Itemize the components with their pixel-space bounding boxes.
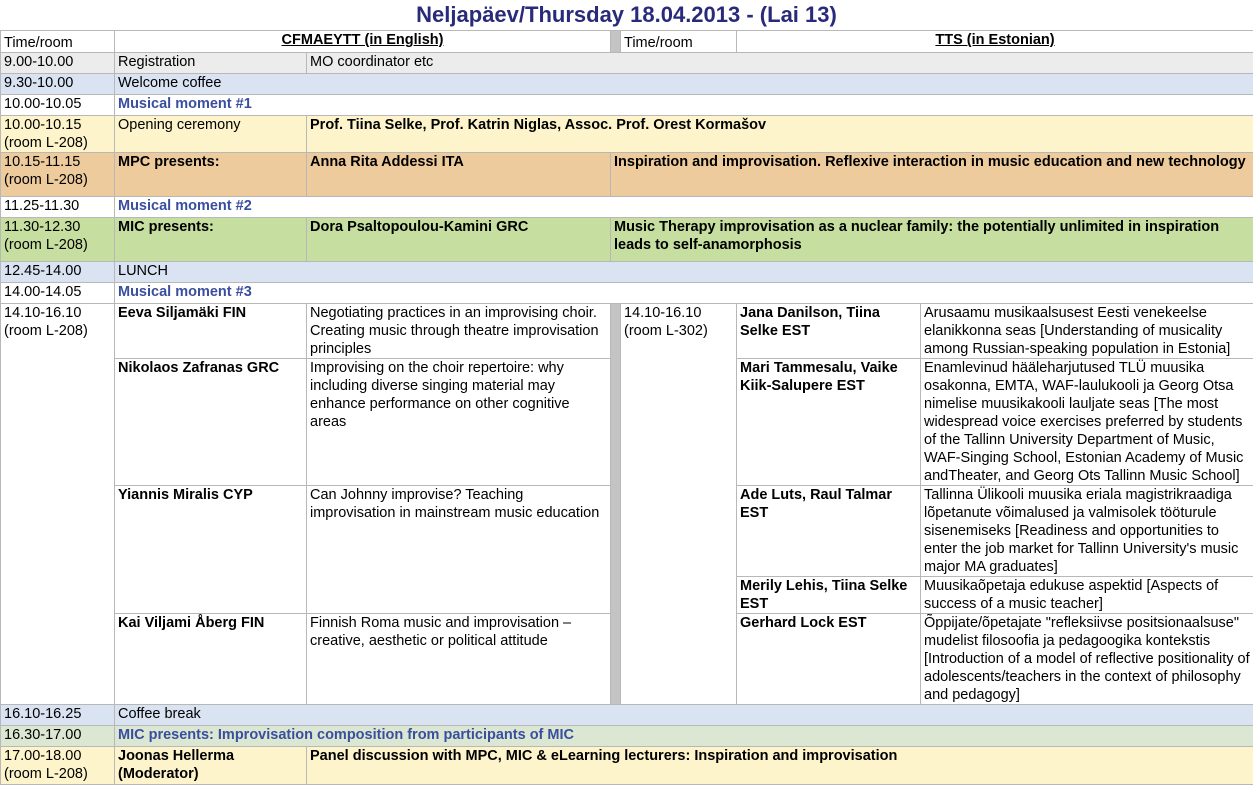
time-cell: 9.30-10.00	[1, 74, 115, 95]
time-cell: 11.25-11.30	[1, 197, 115, 218]
time-cell: 10.00-10.15 (room L-208)	[1, 116, 115, 153]
left-title: Improvising on the choir repertoire: why including diverse singing material may enhance performance on other cognitive areas	[307, 359, 611, 486]
row-musical-moment-2	[1, 197, 1253, 218]
note-cell: MO coordinator etc	[307, 53, 1253, 74]
event-cell: Musical moment #1	[115, 95, 1253, 116]
page-title: Neljapäev/Thursday 18.04.2013 - (Lai 13)	[0, 0, 1253, 30]
right-speaker: Mari Tammesalu, Vaike Kiik-Salupere EST	[737, 359, 921, 486]
right-speaker: Ade Luts, Raul Talmar EST	[737, 486, 921, 577]
session-time-cell-right: 14.10-16.10 (room L-302)	[621, 304, 737, 705]
right-speaker: Merily Lehis, Tiina Selke EST	[737, 577, 921, 614]
speaker-cell: Dora Psaltopoulou-Kamini GRC	[307, 218, 611, 262]
track-separator	[611, 304, 621, 705]
event-cell: Musical moment #3	[115, 283, 1253, 304]
time-cell: 11.30-12.30 (room L-208)	[1, 218, 115, 262]
moderator-cell: Joonas Hellerma (Moderator)	[115, 747, 307, 785]
time-cell: 12.45-14.00	[1, 262, 115, 283]
event-cell: Welcome coffee	[115, 74, 1253, 95]
row-musical-moment-1	[1, 95, 1253, 116]
row-mic-presents	[1, 218, 1253, 262]
left-speaker: Kai Viljami Åberg FIN	[115, 614, 307, 705]
time-cell: 16.10-16.25	[1, 705, 115, 726]
right-speaker: Gerhard Lock EST	[737, 614, 921, 705]
row-mic-composition	[1, 726, 1253, 747]
left-speaker: Nikolaos Zafranas GRC	[115, 359, 307, 486]
time-cell: 16.30-17.00	[1, 726, 115, 747]
time-cell: 10.15-11.15 (room L-208)	[1, 153, 115, 197]
speaker-cell: Anna Rita Addessi ITA	[307, 153, 611, 197]
schedule-table	[0, 30, 1253, 785]
left-title: Negotiating practices in an improvising choir. Creating music through theatre improvisation principles	[307, 304, 611, 359]
row-registration	[1, 53, 1253, 74]
right-title: Arusaamu musikaalsusest Eesti venekeelse elanikkonna seas [Understanding of musicality among Russian-speaking population in Estonia]	[921, 304, 1253, 359]
track-right-header: TTS (in Estonian)	[737, 31, 1253, 53]
track-left-header: CFMAEYTT (in English)	[115, 31, 611, 53]
time-room-header: Time/room	[1, 31, 115, 53]
topic-cell: Panel discussion with MPC, MIC & eLearning lecturers: Inspiration and improvisation	[307, 747, 1253, 785]
row-panel-discussion	[1, 747, 1253, 785]
event-cell: LUNCH	[115, 262, 1253, 283]
row-welcome-coffee	[1, 74, 1253, 95]
right-title: Tallinna Ülikooli muusika eriala magistrikraadiga lõpetanute võimalused ja valmisolek tööturule sisenemiseks [Readiness and opportunities to enter the job market for Tallinn University's music major MA graduates]	[921, 486, 1253, 577]
row-lunch	[1, 262, 1253, 283]
event-cell: MIC presents:	[115, 218, 307, 262]
right-title: Enamlevinud hääleharjutused TLÜ muusika osakonna, EMTA, WAF-laulukooli ja Georg Otsa nimelise muusikakooli lauljate seas [The most widespread voice exercises preferred by students of the Tallinn University Department of Music, WAF-Singing School, Estonian Academy of Music andTheater, and Georg Ots Tallinn Music School]	[921, 359, 1253, 486]
time-cell: 9.00-10.00	[1, 53, 115, 74]
time-cell: 10.00-10.05	[1, 95, 115, 116]
session-row	[1, 304, 1253, 359]
track-separator	[611, 31, 621, 53]
session-time-cell: 14.10-16.10 (room L-208)	[1, 304, 115, 705]
event-cell: Musical moment #2	[115, 197, 1253, 218]
event-cell: MPC presents:	[115, 153, 307, 197]
topic-cell: Music Therapy improvisation as a nuclear family: the potentially unlimited in inspiration leads to self-anamorphosis	[611, 218, 1253, 262]
time-cell: 14.00-14.05	[1, 283, 115, 304]
left-speaker: Yiannis Miralis CYP	[115, 486, 307, 614]
header-row	[1, 31, 1253, 53]
event-cell: MIC presents: Improvisation composition from participants of MIC	[115, 726, 1253, 747]
row-mpc-presents	[1, 153, 1253, 197]
right-title: Õppijate/õpetajate "refleksiivse positsionaalsuse" mudelist filosoofia ja pedagoogika kontekstis [Introduction of a model of reflective positionality of adolescents/teachers in the context of philosophy and pedagogy]	[921, 614, 1253, 705]
left-title: Can Johnny improvise? Teaching improvisation in mainstream music education	[307, 486, 611, 614]
event-cell: Registration	[115, 53, 307, 74]
event-cell: Coffee break	[115, 705, 1253, 726]
row-opening-ceremony	[1, 116, 1253, 153]
people-cell: Prof. Tiina Selke, Prof. Katrin Niglas, Assoc. Prof. Orest Kormašov	[307, 116, 1253, 153]
right-speaker: Jana Danilson, Tiina Selke EST	[737, 304, 921, 359]
row-coffee-break	[1, 705, 1253, 726]
row-musical-moment-3	[1, 283, 1253, 304]
time-room-header-right: Time/room	[621, 31, 737, 53]
time-cell: 17.00-18.00 (room L-208)	[1, 747, 115, 785]
topic-cell: Inspiration and improvisation. Reflexive interaction in music education and new technology	[611, 153, 1253, 197]
left-title: Finnish Roma music and improvisation – creative, aesthetic or political attitude	[307, 614, 611, 705]
event-cell: Opening ceremony	[115, 116, 307, 153]
left-speaker: Eeva Siljamäki FIN	[115, 304, 307, 359]
right-title: Muusikaõpetaja edukuse aspektid [Aspects of success of a music teacher]	[921, 577, 1253, 614]
